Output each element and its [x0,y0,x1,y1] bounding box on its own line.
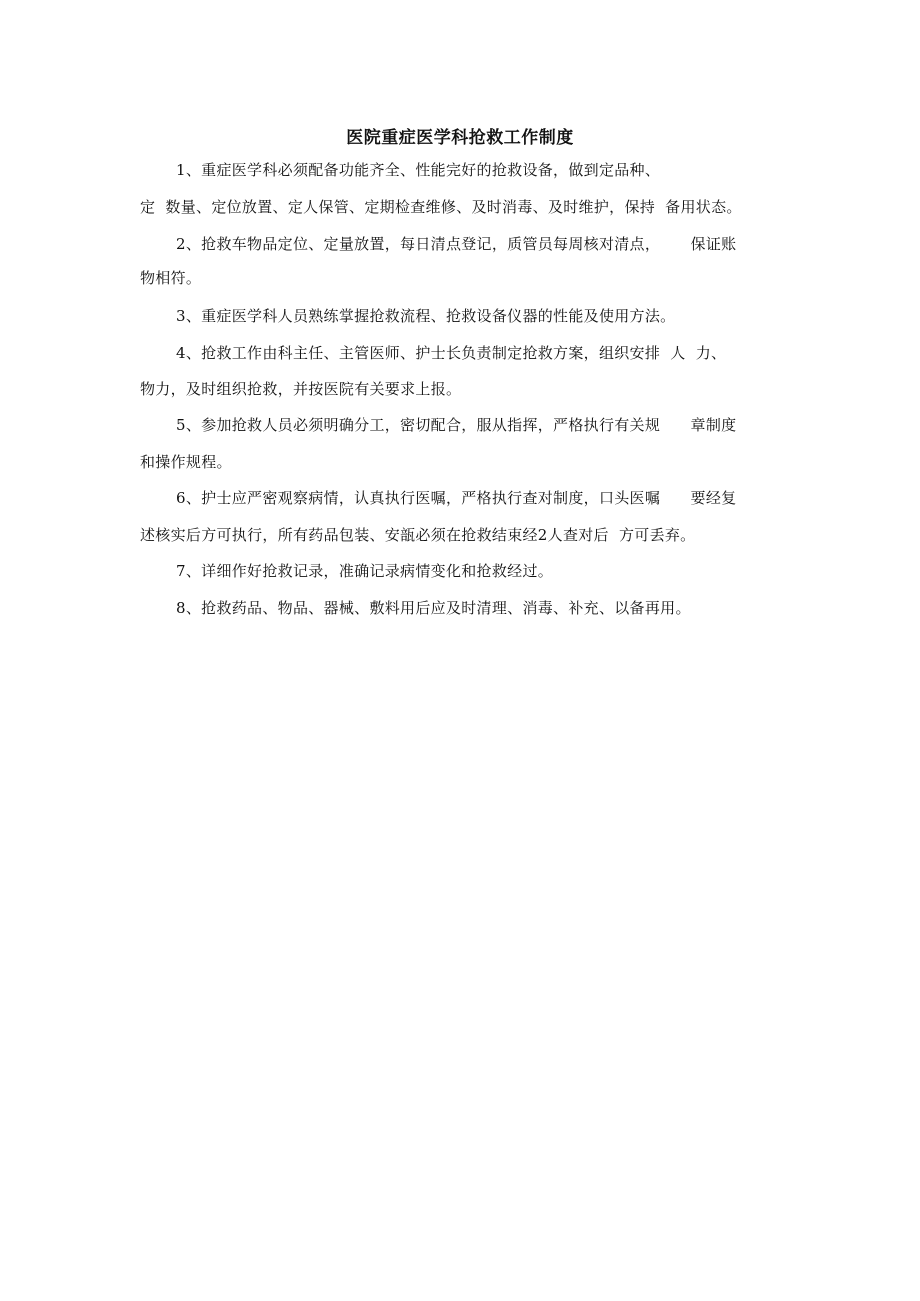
document-title: 医院重症医学科抢救工作制度 [346,128,574,148]
rule-4-line-1: 4、抢救工作由科主任、主管医师、护士长负责制定抢救方案，组织安排 人 力、 [176,344,727,362]
rule-8-line-1: 8、抢救药品、物品、器械、敷料用后应及时清理、消毒、补充、以备再用。 [176,599,691,617]
rule-1-line-2: 定 数量、定位放置、定人保管、定期检查维修、及时消毒、及时维护，保持 备用状态。 [140,198,742,216]
rule-5-line-1: 5、参加抢救人员必须明确分工，密切配合，服从指挥，严格执行有关规 章制度 [176,416,737,434]
rule-6-line-2: 述核实后方可执行，所有药品包装、安瓿必须在抢救结束经2人查对后 方可丢弃。 [140,526,696,544]
rule-2-line-2: 物相符。 [140,269,202,287]
rule-7-line-1: 7、详细作好抢救记录，准确记录病情变化和抢救经过。 [176,562,554,580]
rule-4-line-2: 物力，及时组织抢救，并按医院有关要求上报。 [140,380,462,398]
rule-3-line-1: 3、重症医学科人员熟练掌握抢救流程、抢救设备仪器的性能及使用方法。 [176,307,676,325]
rule-6-line-1: 6、护士应严密观察病情，认真执行医嘱，严格执行查对制度，口头医嘱 要经复 [176,489,737,507]
rule-2-line-1: 2、抢救车物品定位、定量放置，每日清点登记，质管员每周核对清点， 保证账 [176,235,737,253]
rule-5-line-2: 和操作规程。 [140,453,232,471]
rule-1-line-1: 1、重症医学科必须配备功能齐全、性能完好的抢救设备，做到定品种、 [176,161,661,179]
